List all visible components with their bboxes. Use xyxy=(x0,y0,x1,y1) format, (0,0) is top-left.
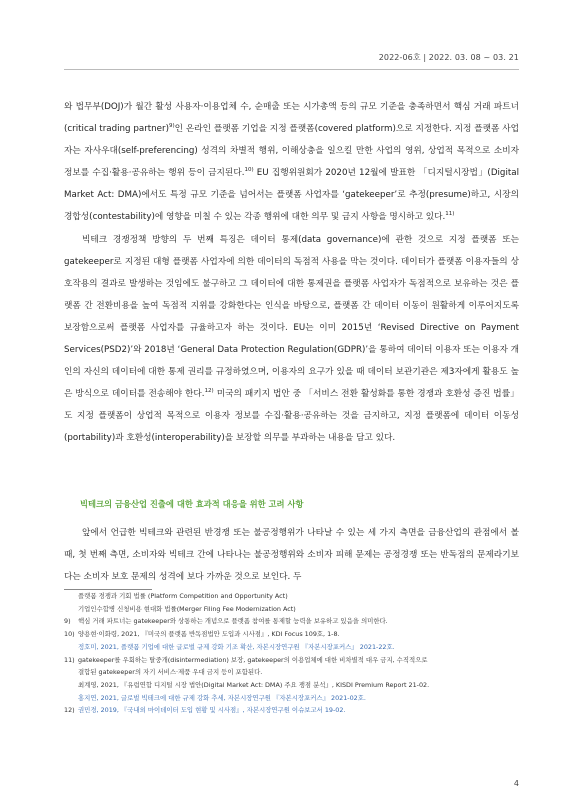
body-text xyxy=(64,96,519,450)
footnote-text: 결합된 gatekeeper의 자기 서비스·제품 우대 금지 등이 포함된다. xyxy=(78,668,263,677)
footnote-number: 12) xyxy=(64,706,75,715)
footnote-text: 양용현·이화령, 2021, 『미국의 플랫폼 반독점법안 도입과 시사점』, KDI Focus 109호, 1-8. xyxy=(78,630,340,639)
footnote-ref: 12) xyxy=(204,388,214,395)
issue-header: 2022-06호 | 2022. 03. 08 ~ 03. 21 xyxy=(378,53,519,62)
footnote-line xyxy=(64,615,519,628)
footnote-line xyxy=(64,666,519,679)
footnote-line xyxy=(64,590,519,603)
paragraph-text: 미국의 패키지 법안 중 「서비스 전환 활성화를 통한 경쟁과 호환성 증진 법률」도 지정 플랫폼이 상업적 목적으로 이용자 정보를 수집·활용·공유하는 것을 금지하고, 지정 플랫폼에 데이터 이동성(portability)과 호환성(interoperability)을 보장할 의무를 부과하는 내용을 담고 있다. xyxy=(64,389,519,444)
paragraph-text: EU 집행위원회가 2020년 12월에 발표한 「디지털시장법」(Digital Market Act: DMA)에서도 특정 규모 기준을 넘어서는 플랫폼 사업자를 ‘gatekeeper’로 추정(presume)하고, 시장의 경합성(contestability)에 영향을 미칠 수 있는 각종 행위에 대한 의무 및 금지 사항을 명시하고 있다. xyxy=(64,168,519,223)
footnote-line xyxy=(64,654,519,667)
header-rule xyxy=(64,69,519,70)
footnote-text: 정호미, 2021, 플랫폼 기업에 대한 글로벌 규제 강화 기조 확산, 자본시장연구원 『자본시장포커스』 2021-22호. xyxy=(78,642,395,651)
section-title: 빅테크의 금융산업 진출에 대한 효과적 대응을 위한 고려 사항 xyxy=(80,499,304,509)
body-paragraph xyxy=(64,229,519,450)
footnote-ref: 11) xyxy=(445,211,455,218)
footnote-text: 최계영, 2021, 『유럽연합 디지털 시장 법안(Digital Market Act: DMA) 주요 쟁점 분석』, KISDI Premium Report 21-02. xyxy=(78,680,430,689)
footnote-line xyxy=(64,641,519,654)
paragraph-text: 인 온라인 플랫폼 기업을 지정 플랫폼(covered platform)으로 지정한다. 지정 플랫폼 사업자는 자사우대(self-preferencing) 성격의 차별적 행위, 이해상충을 일으킬 만한 사업의 영위, 상업적 목적으로 소비자 정보를 수집·활용·공유하는 행위 등이 금지된다. xyxy=(64,124,519,179)
paragraph-text: 와 법무부(DOJ)가 월간 활성 사용자·이용업체 수, 순매출 또는 시가총액 등의 규모 기준을 충족하면서 핵심 거래 파트너(critical trading partner) xyxy=(64,102,519,135)
footnotes xyxy=(64,590,519,717)
footnote-text: 홍지연, 2021, 글로벌 빅테크에 대한 규제 강화 추세, 자본시장연구원 『자본시장포커스』 2021-02호. xyxy=(78,693,366,702)
footnote-text: 플랫폼 경쟁과 기회 법률 (Platform Competition and Opportunity Act) xyxy=(78,592,288,600)
footnote-text: 기업인수합병 신청비용 현대화 법률(Merger Filing Fee Modernization Act) xyxy=(78,604,296,613)
footnote-line xyxy=(64,628,519,641)
footnote-number: 9) xyxy=(64,617,71,626)
body-paragraph xyxy=(64,96,519,229)
section-paragraph: 앞에서 언급한 빅테크와 관련된 반경쟁 또는 불공정행위가 나타날 수 있는 세 가지 측면을 금융산업의 관점에서 볼 때, 첫 번째 측면, 소비자와 빅테크 간에 나타나는 불공정행위와 소비자 피해 문제는 공정경쟁 또는 반독점의 문제라기보다는 소비자 보호 문제의 성격에 보다 가까운 것으로 보인다. 두 xyxy=(64,528,519,582)
footnote-number: 11) xyxy=(64,655,75,664)
footnote-line xyxy=(64,603,519,616)
page-number: 4 xyxy=(513,779,519,788)
footnote-text: 핵심 거래 파트너는 gatekeeper와 상통하는 개념으로 플랫폼 참여를 통제할 능력을 보유하고 있음을 의미한다. xyxy=(78,617,388,626)
footnote-line xyxy=(64,692,519,705)
footnote-ref: 9) xyxy=(168,123,175,130)
footnote-ref: 10) xyxy=(244,167,254,174)
footnote-line xyxy=(64,679,519,692)
footnote-number: 10) xyxy=(64,630,75,639)
footnote-text: 권민경, 2019, 『국내외 마이데이터 도입 현황 및 시사점』, 자본시장연구원 이슈보고서 19-02. xyxy=(78,706,346,715)
footnote-text: gatekeeper를 우회하는 탈중개(disintermediation) 보장, gatekeeper의 이용업체에 대한 비차별적 대우 금지, 수직적으로 xyxy=(78,655,428,664)
footnote-line xyxy=(64,704,519,717)
paragraph-text: 빅테크 경쟁정책 방향의 두 번째 특징은 데이터 통제(data governance)에 관한 것으로 지정 플랫폼 또는 gatekeeper로 지정된 대형 플랫폼 사업자에 의한 데이터의 독점적 사용을 막는 것이다. 데이터가 플랫폼 이용자들의 상호작용의 결과로 발생하는 것임에도 불구하고 그 데이터에 대한 통제권을 플랫폼 사업자가 독점적으로 보유하는 것은 플랫폼 간 전환비용을 높여 독점적 지위를 강화한다는 인식을 바탕으로, 플랫폼 간 데이터 이동이 원활하게 이루어지도록 보장함으로써 플랫폼 사업자를 규율하고자 하는 것이다. EU는 이미 2015년 ‘Revised Directive on Payment Services(PSD2)’와 2018년 ‘General Data Protection Regulation(GDPR)’을 통하여 데이터 이용자 또는 이용자 개인의 자신의 데이터에 대한 통제 권리를 규정하였으며, 이용자의 요구가 있을 때 데이터 보관기관은 제3자에게 활용도 높은 방식으로 데이터를 전송해야 한다. xyxy=(64,234,520,400)
